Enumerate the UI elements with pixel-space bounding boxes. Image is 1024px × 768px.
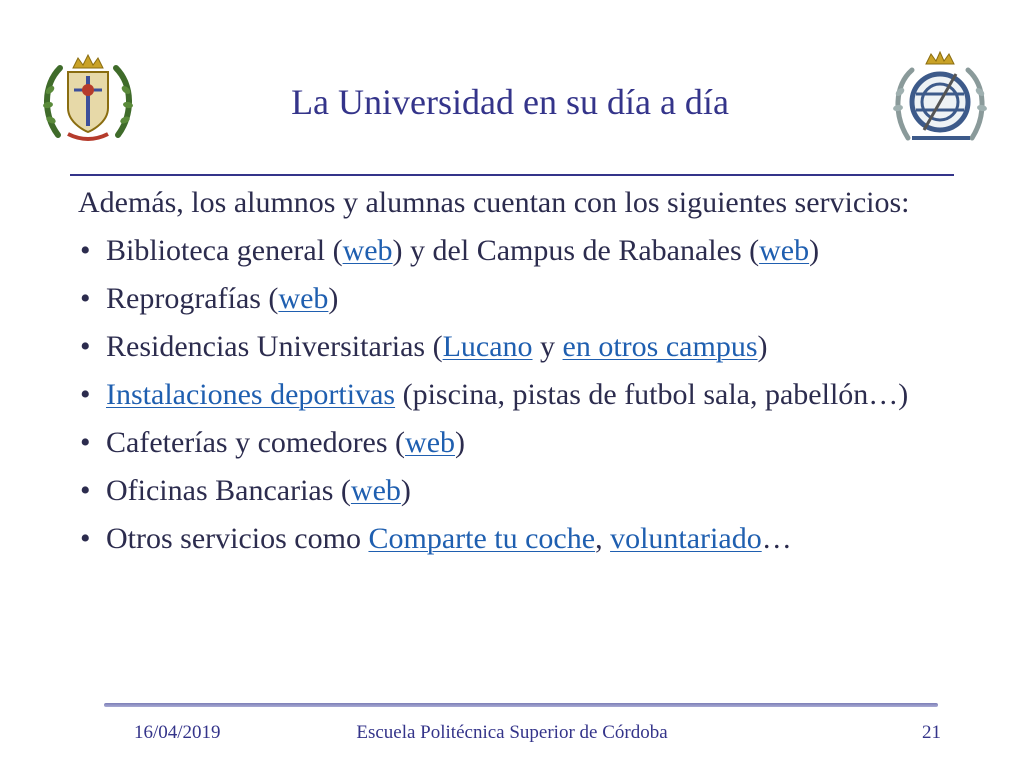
intro-text: Además, los alumnos y alumnas cuentan con los siguientes servicios: — [78, 186, 910, 219]
service-link[interactable]: web — [405, 426, 456, 459]
service-text: ) y del Campus de Rabanales ( — [392, 234, 760, 267]
bullet-icon: • — [80, 234, 91, 267]
service-link[interactable]: en otros campus — [562, 330, 758, 363]
service-text: Biblioteca general ( — [106, 234, 343, 267]
service-link[interactable]: Comparte tu coche — [368, 522, 596, 555]
service-item — [78, 426, 958, 460]
service-item — [78, 522, 958, 556]
engineering-school-crest-icon — [888, 50, 992, 150]
bullet-icon: • — [80, 330, 91, 363]
service-link[interactable]: web — [278, 282, 329, 315]
service-link[interactable]: web — [342, 234, 393, 267]
service-text: Residencias Universitarias ( — [106, 330, 443, 363]
service-text: ) — [809, 234, 820, 267]
bullet-icon: • — [80, 522, 91, 555]
university-crest-icon — [38, 50, 138, 150]
service-item — [78, 234, 958, 268]
services-list — [78, 234, 958, 556]
service-link[interactable]: Instalaciones deportivas — [106, 378, 396, 411]
bullet-icon: • — [80, 474, 91, 507]
bullet-icon: • — [80, 378, 91, 411]
footer-page-number: 21 — [922, 722, 941, 743]
service-link[interactable]: web — [759, 234, 810, 267]
title-divider — [70, 174, 954, 176]
service-item — [78, 330, 958, 364]
bullet-icon: • — [80, 426, 91, 459]
footer-school-name: Escuela Politécnica Superior de Córdoba — [356, 722, 668, 743]
service-text: ) — [757, 330, 768, 363]
service-text: Reprografías ( — [106, 282, 279, 315]
service-link[interactable]: voluntariado — [610, 522, 762, 555]
service-text: ) — [455, 426, 466, 459]
service-text: , — [595, 522, 611, 555]
service-text: y — [532, 330, 563, 363]
service-text: Oficinas Bancarias ( — [106, 474, 351, 507]
service-item — [78, 474, 958, 508]
service-text: ) — [400, 474, 411, 507]
service-text: ) — [328, 282, 339, 315]
footer-divider — [104, 703, 938, 707]
service-link[interactable]: web — [350, 474, 401, 507]
service-text: Cafeterías y comedores ( — [106, 426, 406, 459]
footer-date: 16/04/2019 — [134, 722, 221, 743]
service-item — [78, 282, 958, 316]
service-text: Otros servicios como — [106, 522, 369, 555]
service-item — [78, 378, 958, 412]
bullet-icon: • — [80, 282, 91, 315]
slide-title: La Universidad en su día a día — [291, 82, 729, 122]
slide-body — [78, 186, 958, 570]
service-link[interactable]: Lucano — [442, 330, 533, 363]
service-text: (piscina, pistas de futbol sala, pabellón…) — [395, 378, 909, 411]
service-text: … — [761, 522, 792, 555]
